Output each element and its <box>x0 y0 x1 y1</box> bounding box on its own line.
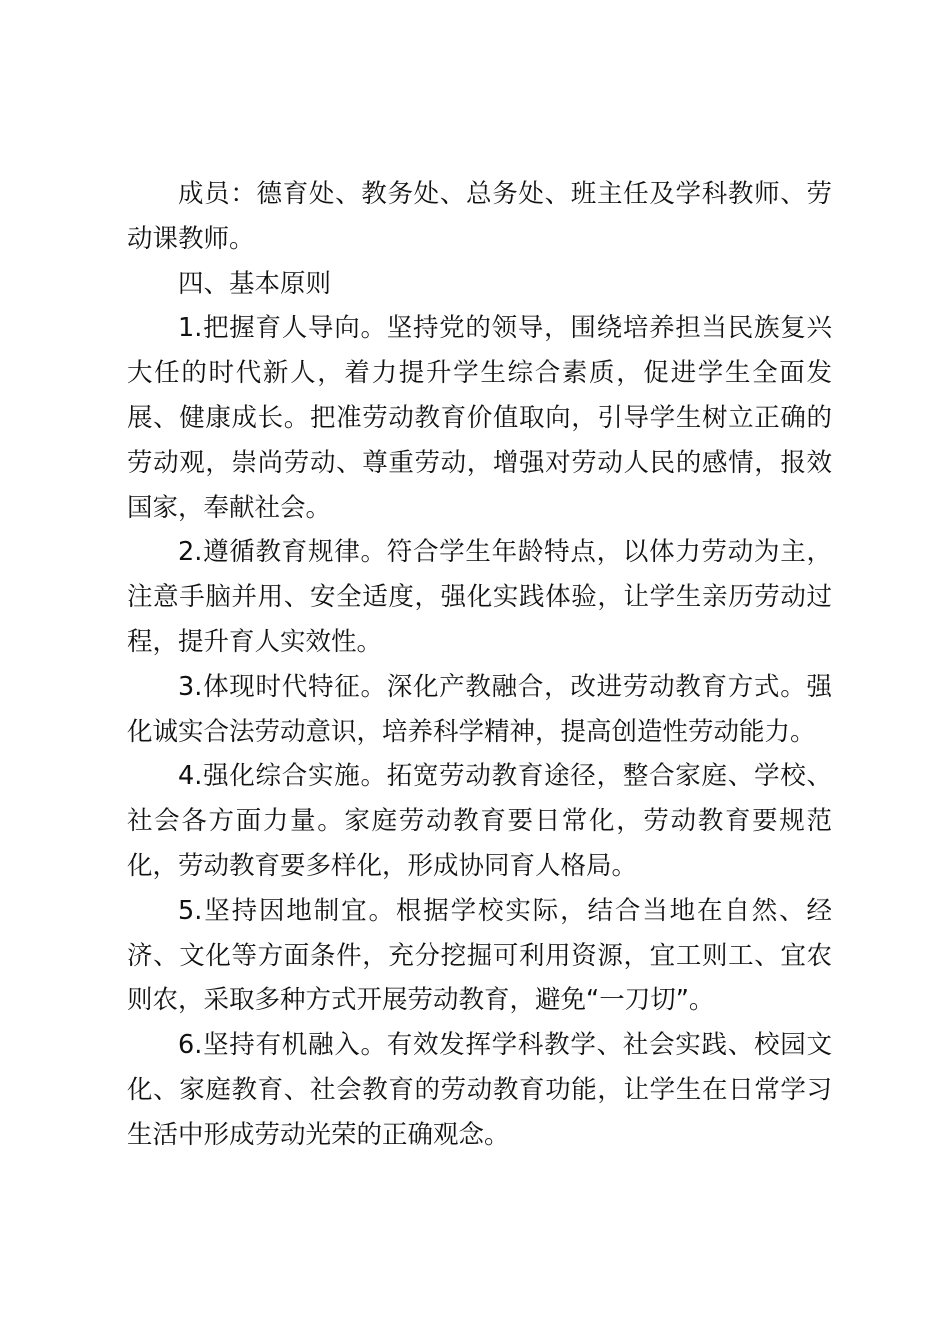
paragraph-principle-2: 2.遵循教育规律。符合学生年龄特点，以体力劳动为主，注意手脑并用、安全适度，强化实践体验，让学生亲历劳动过程，提升育人实效性。 <box>127 537 832 657</box>
section-heading-basic-principles: 四、基本原则 <box>178 268 332 299</box>
paragraph-principle-1: 1.把握育人导向。坚持党的领导，围绕培养担当民族复兴大任的时代新人，着力提升学生综合素质，促进学生全面发展、健康成长。把准劳动教育价值取向，引导学生树立正确的劳动观，崇尚劳动、尊重劳动，增强对劳动人民的感情，报效国家，奉献社会。 <box>127 313 832 523</box>
paragraph-principle-3: 3.体现时代特征。深化产教融合，改进劳动教育方式。强化诚实合法劳动意识，培养科学精神，提高创造性劳动能力。 <box>127 671 832 747</box>
paragraph-principle-6: 6.坚持有机融入。有效发挥学科教学、社会实践、校园文化、家庭教育、社会教育的劳动教育功能，让学生在日常学习生活中形成劳动光荣的正确观念。 <box>127 1030 832 1150</box>
document-body <box>127 172 832 1158</box>
paragraph-principle-4: 4.强化综合实施。拓宽劳动教育途径，整合家庭、学校、社会各方面力量。家庭劳动教育要日常化，劳动教育要规范化，劳动教育要多样化，形成协同育人格局。 <box>127 761 832 881</box>
paragraph-principle-5: 5.坚持因地制宜。根据学校实际，结合当地在自然、经济、文化等方面条件，充分挖掘可利用资源，宜工则工、宜农则农，采取多种方式开展劳动教育，避免“一刀切”。 <box>127 895 832 1016</box>
paragraph-members: 成员：德育处、教务处、总务处、班主任及学科教师、劳动课教师。 <box>127 179 832 254</box>
